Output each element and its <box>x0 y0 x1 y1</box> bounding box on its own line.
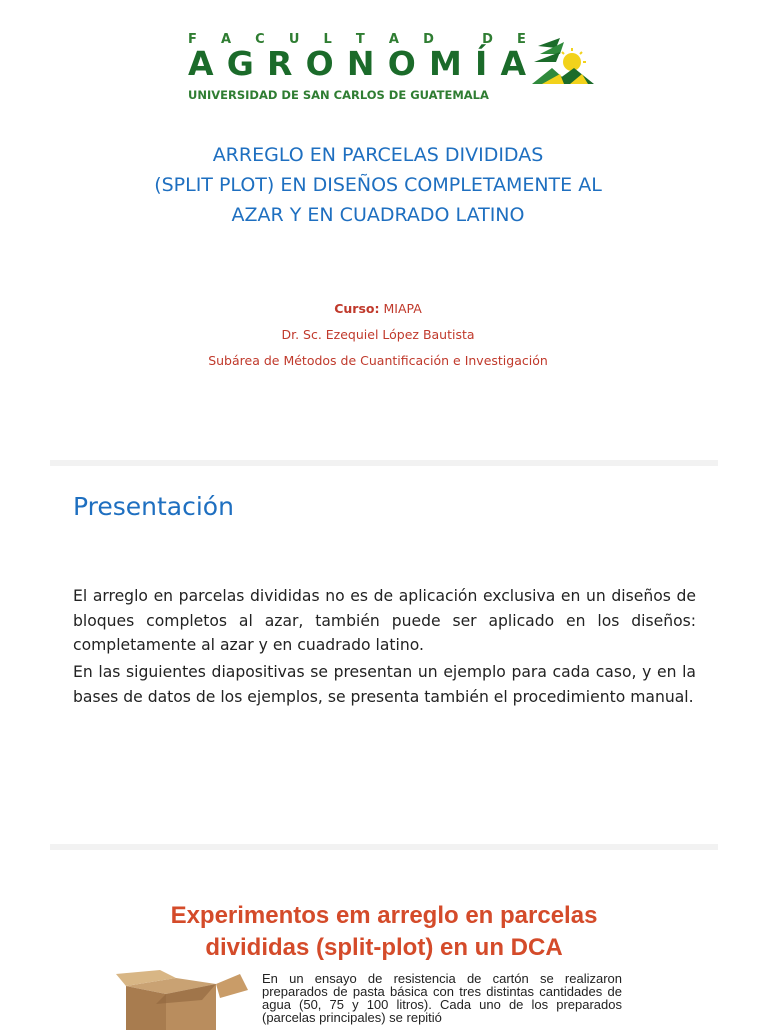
faculty-emblem-icon <box>530 32 596 88</box>
logo-letter: E <box>516 32 526 47</box>
logo-letter: G <box>226 44 254 83</box>
logo-letter: T <box>355 32 365 47</box>
title-line: AZAR Y EN CUADRADO LATINO <box>231 204 525 226</box>
example-description: En un ensayo de resistencia de cartón se realizaron preparados de pasta básica con tres distintas cantidades de agua (50, 75 y 100 litros). Cada uno de los preparados (parcelas principales) se repitió <box>262 971 622 1025</box>
slide-paragraph: En las siguientes diapositivas se presentan un ejemplo para cada caso, y en la bases de datos de los ejemplos, se presenta también el procedimiento manual. <box>73 663 696 706</box>
logo-letter: A <box>188 44 214 83</box>
title-line: Experimentos em arreglo en parcelas <box>170 902 598 929</box>
presentation-slide <box>50 466 718 844</box>
title-slide <box>58 16 698 460</box>
logo-letter: O <box>387 44 416 83</box>
logo-agronomia <box>188 46 526 82</box>
slide-paragraph: El arreglo en parcelas divididas no es de aplicación exclusiva en un diseños de bloques completos al azar, también puede ser aplicado en los diseños: completamente al azar y en cuadrado latino. <box>73 587 696 654</box>
logo-letter: O <box>305 44 334 83</box>
faculty-logo <box>188 32 658 108</box>
course-value: MIAPA <box>383 301 422 316</box>
title-line: ARREGLO EN PARCELAS DIVIDIDAS <box>212 144 544 166</box>
cardboard-box-image <box>116 970 252 1030</box>
example-slide <box>50 850 718 1024</box>
course-label: Curso: <box>334 301 380 316</box>
title-line: (SPLIT PLOT) EN DISEÑOS COMPLETAMENTE AL <box>154 174 602 196</box>
logo-letter: U <box>288 32 300 47</box>
presentation-title <box>58 140 698 230</box>
course-info <box>58 296 698 374</box>
logo-letter: A <box>388 32 399 47</box>
course-line <box>58 296 698 322</box>
logo-letter: D <box>482 32 493 47</box>
logo-letter: A <box>221 32 232 47</box>
logo-letter: Í <box>474 44 488 83</box>
logo-letter: C <box>255 32 265 47</box>
example-title <box>50 900 718 964</box>
author-name: Dr. Sc. Ezequiel López Bautista <box>281 327 475 342</box>
slide-heading: Presentación <box>73 492 234 521</box>
logo-letter: F <box>188 32 197 47</box>
logo-letter: D <box>423 32 434 47</box>
logo-letter: M <box>428 44 462 83</box>
logo-university: UNIVERSIDAD DE SAN CARLOS DE GUATEMALA <box>188 88 489 102</box>
subarea-name: Subárea de Métodos de Cuantificación e Investigación <box>208 353 548 368</box>
title-line: divididas (split-plot) en un DCA <box>205 934 563 961</box>
logo-letter: N <box>346 44 375 83</box>
logo-letter: R <box>267 44 293 83</box>
logo-letter: L <box>323 32 332 47</box>
logo-letter: A <box>500 44 526 83</box>
